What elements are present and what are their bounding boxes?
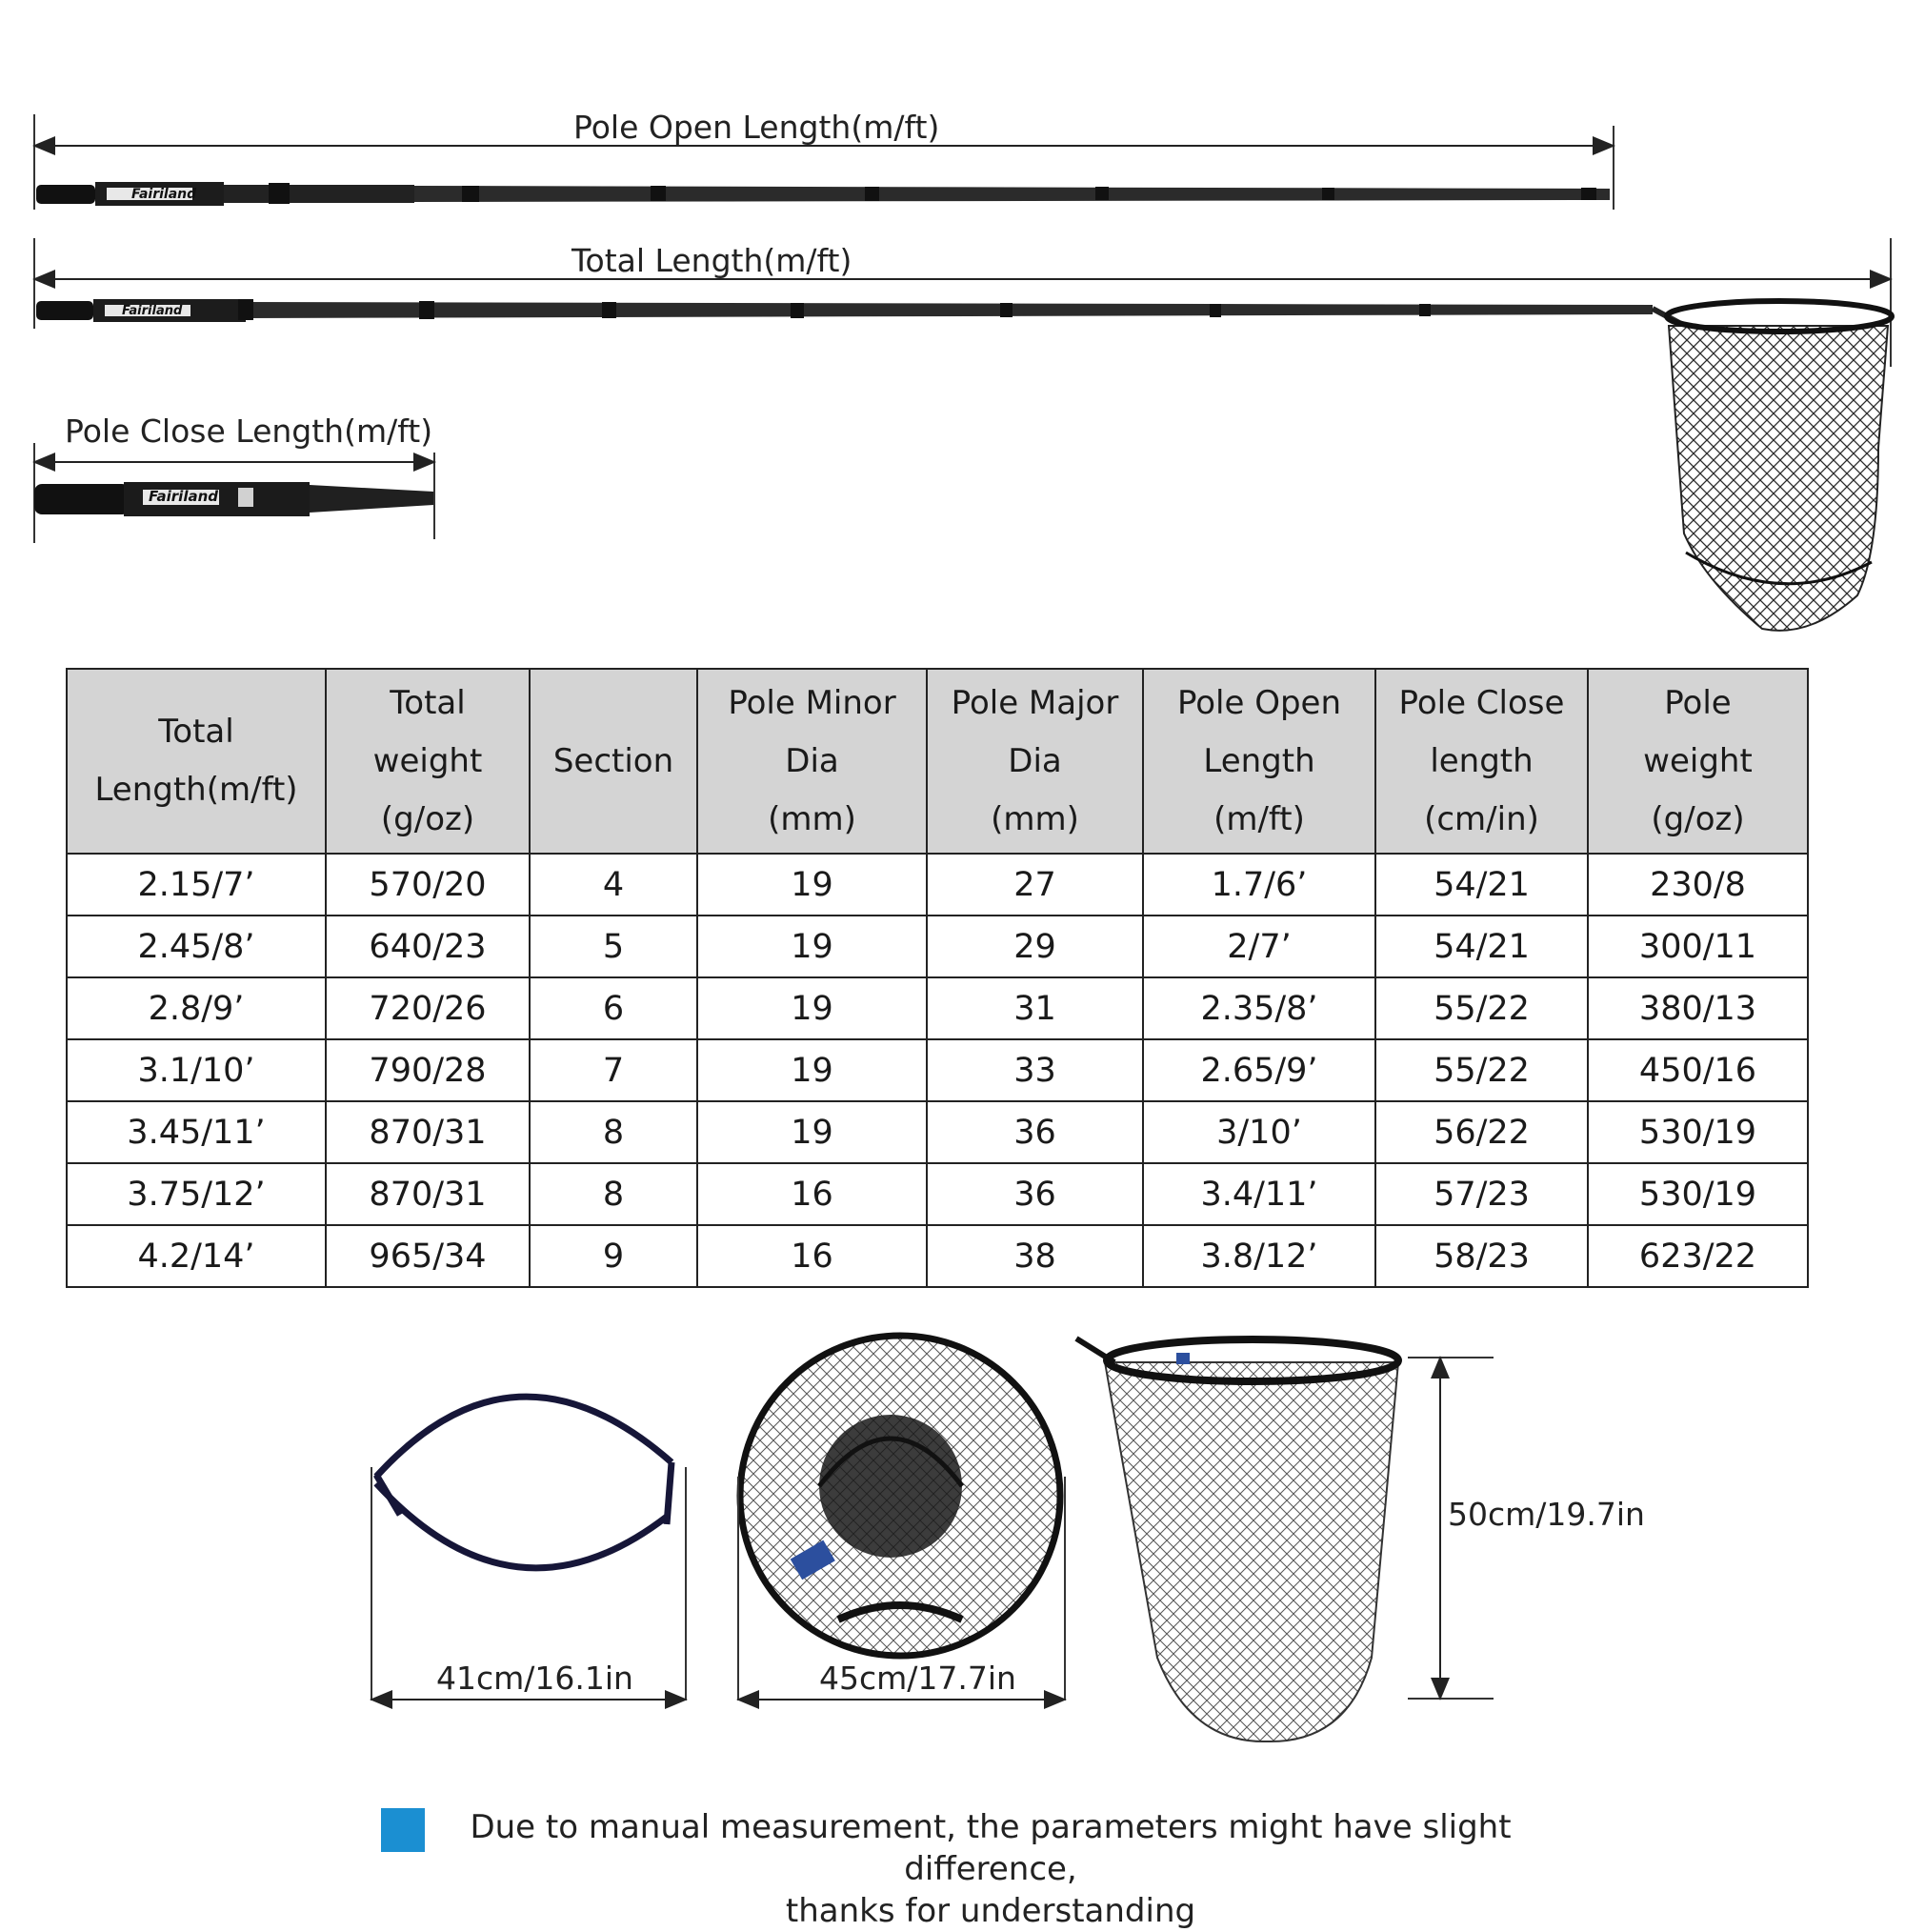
brand-mark-total: Fairiland: [122, 304, 183, 318]
table-cell: 58/23: [1375, 1225, 1588, 1287]
table-cell: 29: [927, 916, 1143, 977]
table-cell: 2.45/8’: [67, 916, 326, 977]
table-cell: 6: [530, 977, 697, 1039]
measurement-note: [448, 1806, 1534, 1932]
table-cell: 55/22: [1375, 977, 1588, 1039]
brand-mark-open: Fairiland: [131, 187, 197, 202]
pole-open-label: Pole Open Length(m/ft): [573, 109, 940, 146]
table-cell: 5: [530, 916, 697, 977]
table-row: [67, 1163, 1808, 1225]
table-cell: 3.75/12’: [67, 1163, 326, 1225]
net-depth-label: 50cm/19.7in: [1448, 1496, 1645, 1533]
table-cell: 1.7/6’: [1143, 854, 1375, 916]
hoop-arms-image: [371, 1397, 686, 1701]
table-cell: 54/21: [1375, 916, 1588, 977]
header-pole-close-length: Pole Close length (cm/in): [1375, 669, 1588, 854]
table-cell: 36: [927, 1163, 1143, 1225]
header-total-weight: Total weight (g/oz): [326, 669, 530, 854]
table-cell: 33: [927, 1039, 1143, 1101]
table-cell: 2/7’: [1143, 916, 1375, 977]
table-row: [67, 916, 1808, 977]
table-cell: 3.1/10’: [67, 1039, 326, 1101]
pole-close-image: [34, 482, 433, 516]
table-cell: 870/31: [326, 1163, 530, 1225]
table-cell: 19: [697, 1039, 927, 1101]
table-cell: 16: [697, 1225, 927, 1287]
table-row: [67, 1225, 1808, 1287]
table-cell: 36: [927, 1101, 1143, 1163]
header-total-length: Total Length(m/ft): [67, 669, 326, 854]
note-marker: [381, 1808, 425, 1852]
table-cell: 3.45/11’: [67, 1101, 326, 1163]
table-cell: 8: [530, 1101, 697, 1163]
header-pole-major-dia: Pole Major Dia (mm): [927, 669, 1143, 854]
table-cell: 31: [927, 977, 1143, 1039]
note-line-2: thanks for understanding: [785, 1892, 1196, 1930]
table-cell: 3.8/12’: [1143, 1225, 1375, 1287]
table-cell: 965/34: [326, 1225, 530, 1287]
table-header-row: [67, 669, 1808, 854]
header-pole-weight: Pole weight (g/oz): [1588, 669, 1808, 854]
total-length-label: Total Length(m/ft): [572, 242, 852, 279]
table-cell: 16: [697, 1163, 927, 1225]
table-cell: 2.8/9’: [67, 977, 326, 1039]
folded-net-image: [738, 1336, 1065, 1701]
table-cell: 56/22: [1375, 1101, 1588, 1163]
table-row: [67, 1039, 1808, 1101]
table-row: [67, 1101, 1808, 1163]
table-cell: 450/16: [1588, 1039, 1808, 1101]
header-pole-open-length: Pole Open Length (m/ft): [1143, 669, 1375, 854]
hoop-width-label: 41cm/16.1in: [436, 1660, 633, 1697]
table-cell: 3/10’: [1143, 1101, 1375, 1163]
table-cell: 19: [697, 916, 927, 977]
table-cell: 2.35/8’: [1143, 977, 1375, 1039]
table-cell: 300/11: [1588, 916, 1808, 977]
table-cell: 570/20: [326, 854, 530, 916]
table-cell: 3.4/11’: [1143, 1163, 1375, 1225]
table-cell: 19: [697, 977, 927, 1039]
table-cell: 2.65/9’: [1143, 1039, 1375, 1101]
table-cell: 9: [530, 1225, 697, 1287]
spec-table: [66, 668, 1809, 1288]
table-cell: 27: [927, 854, 1143, 916]
table-row: [67, 854, 1808, 916]
table-cell: 530/19: [1588, 1163, 1808, 1225]
total-length-image: [36, 299, 1892, 631]
table-row: [67, 977, 1808, 1039]
table-cell: 8: [530, 1163, 697, 1225]
table-cell: 720/26: [326, 977, 530, 1039]
table-cell: 2.15/7’: [67, 854, 326, 916]
table-cell: 4.2/14’: [67, 1225, 326, 1287]
table-cell: 4: [530, 854, 697, 916]
brand-mark-close: Fairiland: [149, 488, 219, 505]
table-cell: 640/23: [326, 916, 530, 977]
table-cell: 57/23: [1375, 1163, 1588, 1225]
table-cell: 19: [697, 854, 927, 916]
pole-close-label: Pole Close Length(m/ft): [65, 413, 433, 450]
net-diameter-label: 45cm/17.7in: [819, 1660, 1016, 1697]
header-pole-minor-dia: Pole Minor Dia (mm): [697, 669, 927, 854]
table-cell: 38: [927, 1225, 1143, 1287]
open-net-image: [1076, 1338, 1494, 1741]
table-cell: 790/28: [326, 1039, 530, 1101]
table-cell: 623/22: [1588, 1225, 1808, 1287]
table-cell: 19: [697, 1101, 927, 1163]
table-cell: 7: [530, 1039, 697, 1101]
table-cell: 55/22: [1375, 1039, 1588, 1101]
header-section: Section: [530, 669, 697, 854]
table-cell: 530/19: [1588, 1101, 1808, 1163]
note-line-1: Due to manual measurement, the parameters might have slight difference,: [470, 1808, 1512, 1888]
table-cell: 380/13: [1588, 977, 1808, 1039]
table-cell: 54/21: [1375, 854, 1588, 916]
pole-open-image: [36, 182, 1610, 206]
table-cell: 230/8: [1588, 854, 1808, 916]
table-cell: 870/31: [326, 1101, 530, 1163]
